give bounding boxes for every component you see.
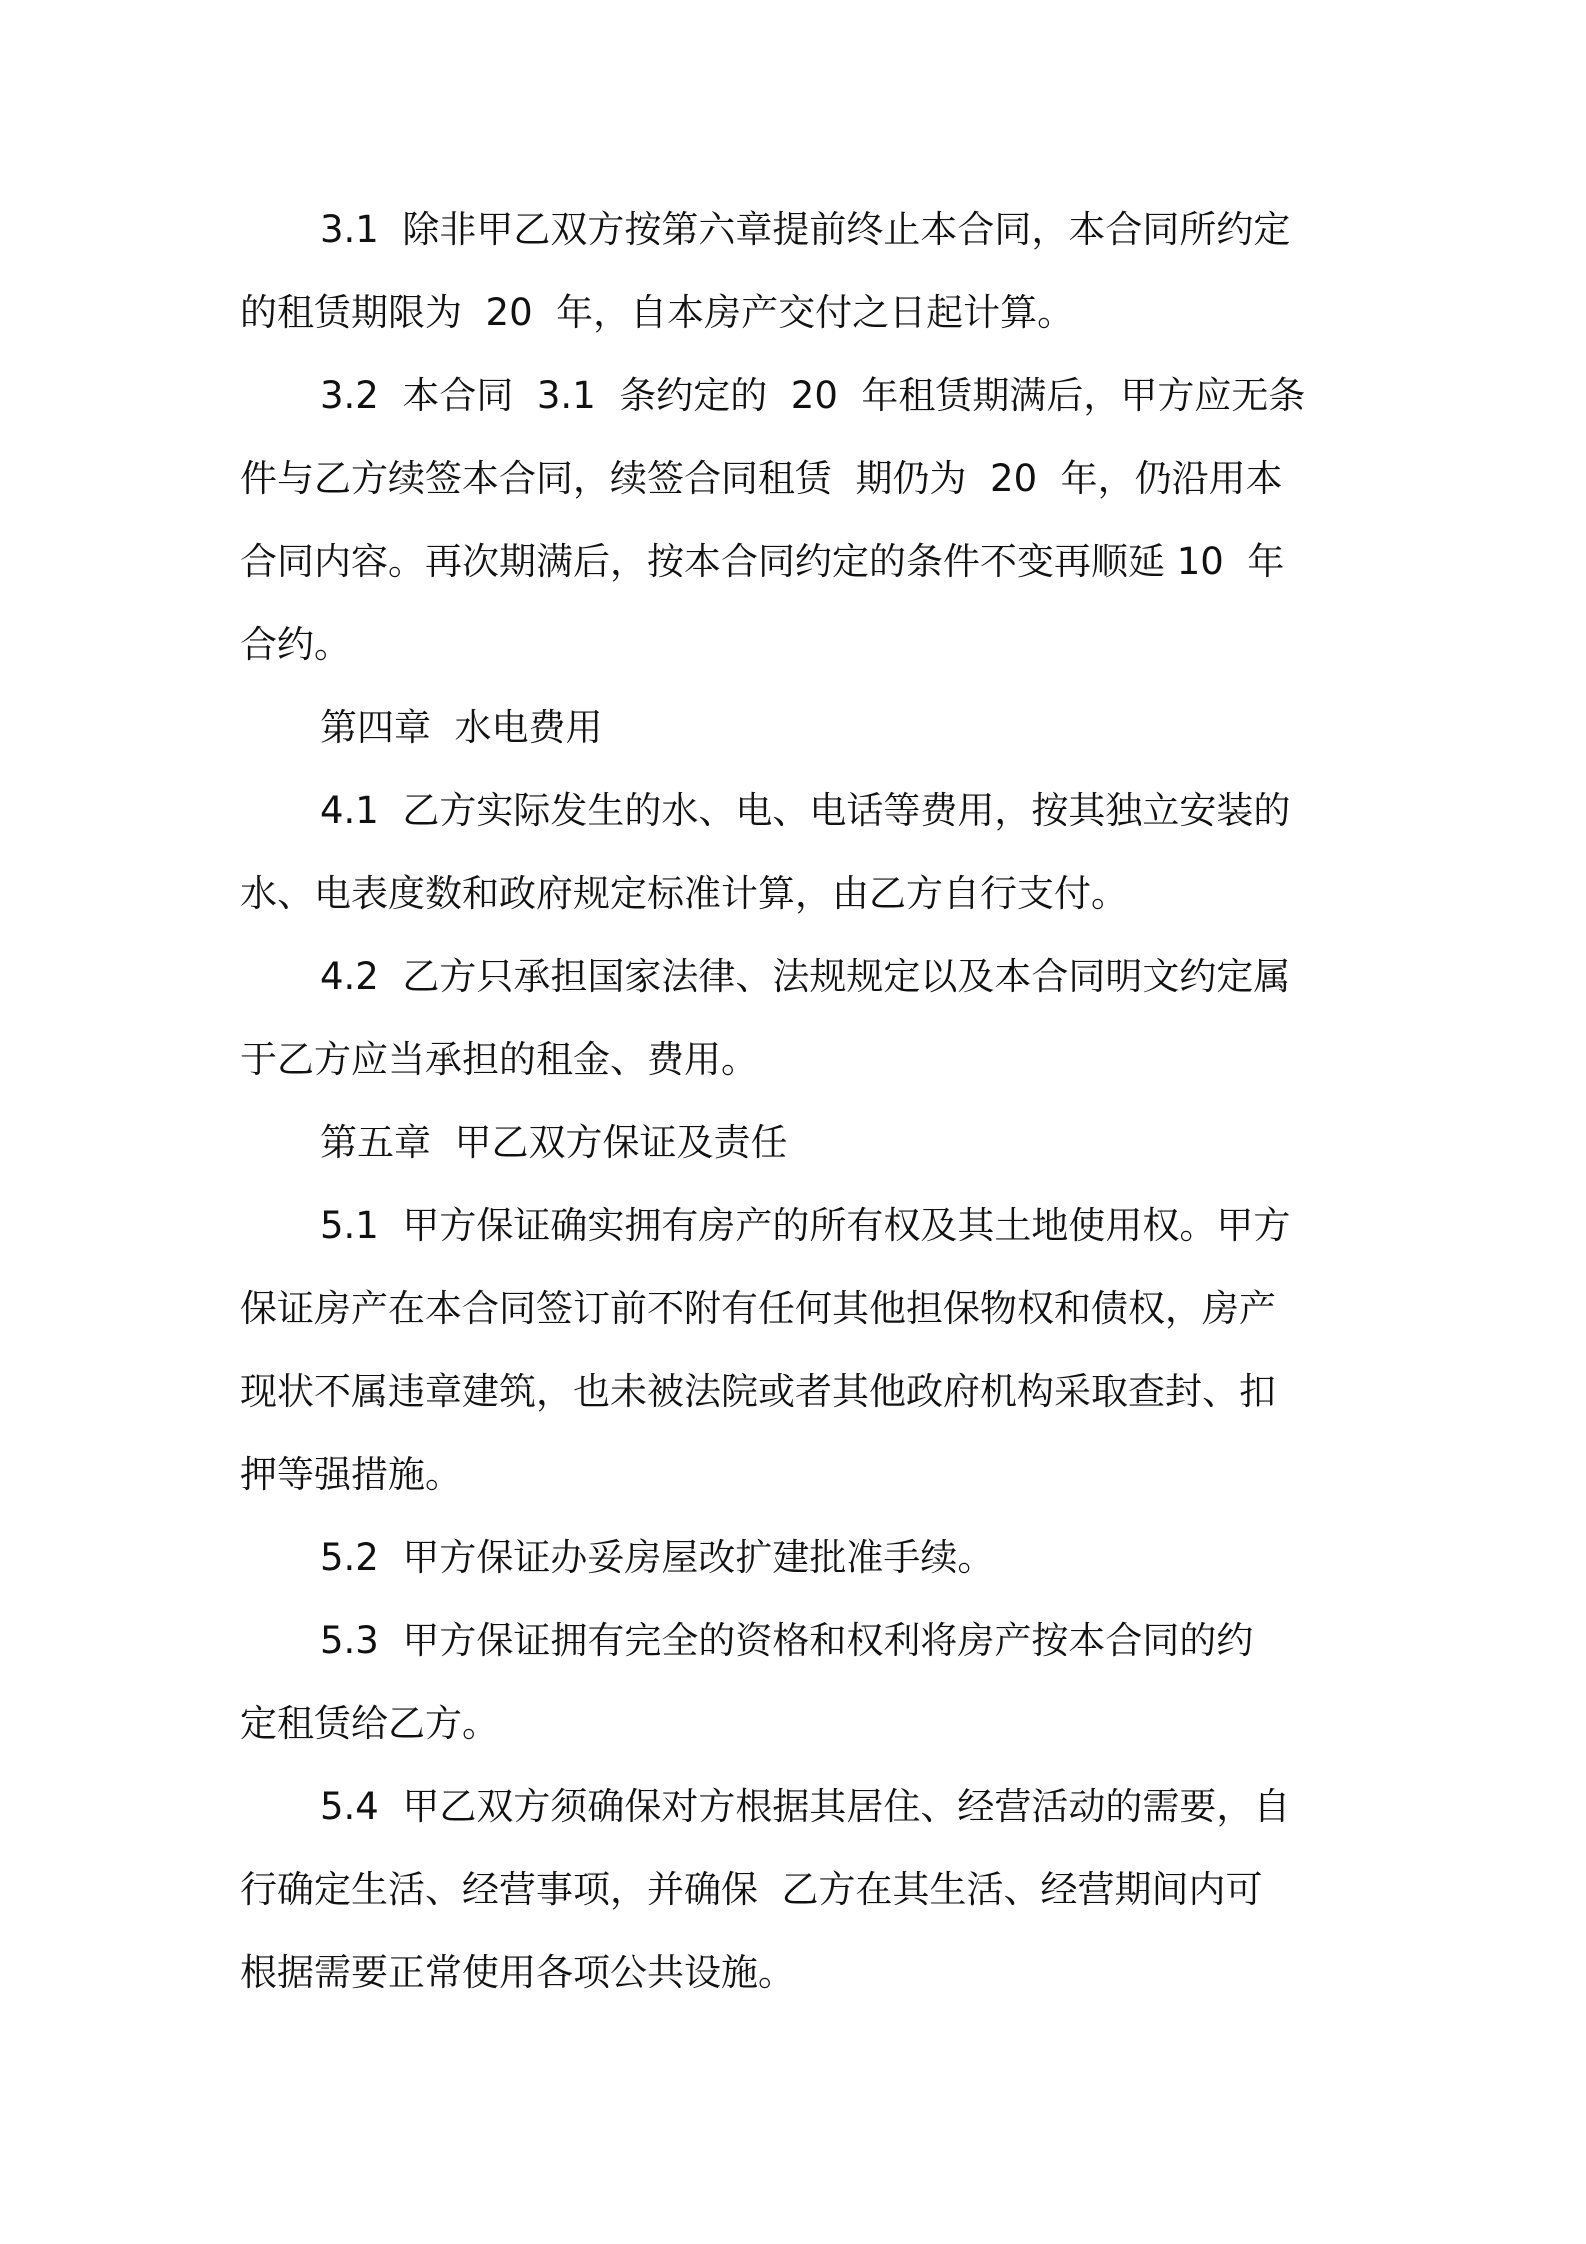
clause-4-2-line-1: 4.2 乙方只承担国家法律、法规规定以及本合同明文约定属	[320, 955, 1291, 998]
clause-3-2-line-1: 3.2 本合同 3.1 条约定的 20 年租赁期满后，甲方应无条	[320, 374, 1306, 417]
clause-5-1-line-3: 现状不属违章建筑，也未被法院或者其他政府机构采取查封、扣	[240, 1370, 1276, 1413]
clause-5-4-line-1: 5.4 甲乙双方须确保对方根据其居住、经营活动的需要，自	[320, 1785, 1291, 1828]
clause-5-4-line-3: 根据需要正常使用各项公共设施。	[240, 1951, 795, 1994]
clause-5-1-line-4: 押等强措施。	[240, 1453, 462, 1496]
clause-5-2-line-1: 5.2 甲方保证办妥房屋改扩建批准手续。	[320, 1536, 995, 1579]
clause-5-4-line-2: 行确定生活、经营事项，并确保 乙方在其生活、经营期间内可	[240, 1868, 1263, 1911]
clause-4-2-line-2: 于乙方应当承担的租金、费用。	[240, 1038, 758, 1081]
clause-3-1-line-2: 的租赁期限为 20 年，自本房产交付之日起计算。	[240, 291, 1075, 334]
clause-3-2-line-2: 件与乙方续签本合同，续签合同租赁 期仍为 20 年，仍沿用本	[240, 457, 1283, 500]
clause-3-1-line-1: 3.1 除非甲乙双方按第六章提前终止本合同，本合同所约定	[320, 208, 1291, 251]
clause-4-1-line-2: 水、电表度数和政府规定标准计算，由乙方自行支付。	[240, 872, 1128, 915]
clause-3-2-line-4: 合约。	[240, 623, 351, 666]
clause-4-1-line-1: 4.1 乙方实际发生的水、电、电话等费用，按其独立安装的	[320, 789, 1291, 832]
clause-5-3-line-2: 定租赁给乙方。	[240, 1702, 499, 1745]
chapter-5-heading: 第五章 甲乙双方保证及责任	[320, 1121, 788, 1164]
clause-5-1-line-1: 5.1 甲方保证确实拥有房产的所有权及其土地使用权。甲方	[320, 1204, 1291, 1247]
clause-5-1-line-2: 保证房产在本合同签订前不附有任何其他担保物权和债权，房产	[240, 1287, 1276, 1330]
chapter-4-heading: 第四章 水电费用	[320, 706, 603, 749]
clause-3-2-line-3: 合同内容。再次期满后，按本合同约定的条件不变再顺延 10 年	[240, 540, 1285, 583]
clause-5-3-line-1: 5.3 甲方保证拥有完全的资格和权利将房产按本合同的约	[320, 1619, 1254, 1662]
